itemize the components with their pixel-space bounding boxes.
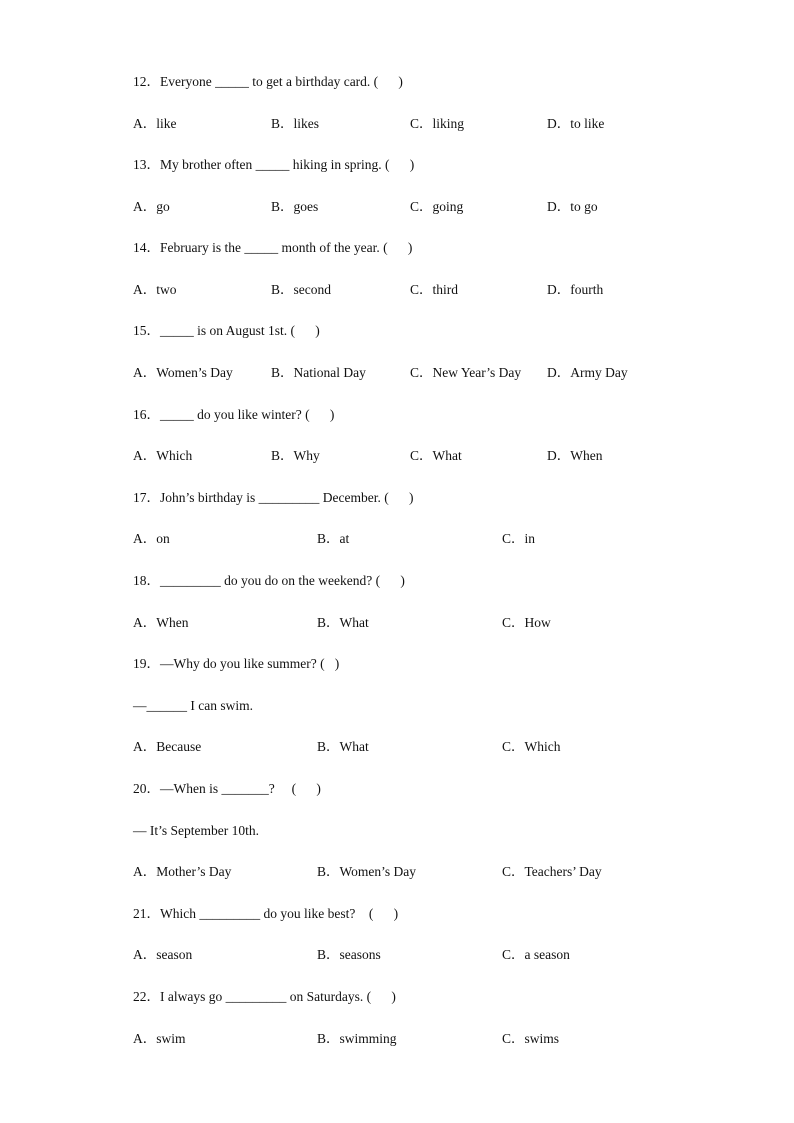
question-stem: Which _________ do you like best? ( ) <box>160 906 399 921</box>
question-number: 22． <box>133 989 160 1004</box>
option-c[interactable]: C．New Year’s Day <box>410 365 522 380</box>
option-a[interactable]: A．go <box>133 199 170 214</box>
option-a[interactable]: A．Because <box>133 739 202 754</box>
question-stem: —Why do you like summer? ( ) <box>160 656 340 671</box>
option-c[interactable]: C．in <box>502 531 536 546</box>
question-stem: My brother often _____ hiking in spring. ( ) <box>160 157 415 172</box>
option-c[interactable]: C．third <box>410 282 459 297</box>
question-stem: _________ do you do on the weekend? ( ) <box>160 573 405 588</box>
option-d[interactable]: D．fourth <box>547 282 604 297</box>
dialogue-reply: — It’s September 10th. <box>133 823 259 838</box>
option-a[interactable]: A．Which <box>133 448 193 463</box>
option-a[interactable]: A．season <box>133 947 193 962</box>
question-stem: I always go _________ on Saturdays. ( ) <box>160 989 396 1004</box>
question-12 <box>133 73 403 91</box>
option-d[interactable]: D．When <box>547 448 603 463</box>
question-22 <box>133 988 396 1006</box>
question-number: 21． <box>133 906 160 921</box>
question-number: 12． <box>133 74 160 89</box>
question-number: 17． <box>133 490 160 505</box>
option-d[interactable]: D．to go <box>547 199 598 214</box>
option-b[interactable]: B．What <box>317 615 369 630</box>
question-number: 19． <box>133 656 160 671</box>
option-a[interactable]: A．on <box>133 531 170 546</box>
question-16 <box>133 406 334 424</box>
question-14 <box>133 239 412 257</box>
option-a[interactable]: A．like <box>133 116 177 131</box>
option-b[interactable]: B．Why <box>271 448 320 463</box>
question-stem: John’s birthday is _________ December. ( ) <box>160 490 414 505</box>
option-d[interactable]: D．Army Day <box>547 365 628 380</box>
option-b[interactable]: B．likes <box>271 116 320 131</box>
question-13 <box>133 156 414 174</box>
option-a[interactable]: A．two <box>133 282 177 297</box>
question-15 <box>133 322 320 340</box>
question-number: 16． <box>133 407 160 422</box>
question-17 <box>133 489 413 507</box>
question-18 <box>133 572 405 590</box>
question-number: 20． <box>133 781 160 796</box>
option-b[interactable]: B．What <box>317 739 369 754</box>
option-b[interactable]: B．seasons <box>317 947 381 962</box>
option-b[interactable]: B．goes <box>271 199 319 214</box>
option-c[interactable]: C．Teachers’ Day <box>502 864 602 879</box>
question-stem: —When is _______? ( ) <box>160 781 321 796</box>
option-c[interactable]: C．liking <box>410 116 465 131</box>
question-number: 18． <box>133 573 160 588</box>
question-stem: _____ do you like winter? ( ) <box>160 407 335 422</box>
question-stem: _____ is on August 1st. ( ) <box>160 323 320 338</box>
option-b[interactable]: B．Women’s Day <box>317 864 417 879</box>
option-b[interactable]: B．swimming <box>317 1031 397 1046</box>
question-number: 13． <box>133 157 160 172</box>
dialogue-reply: —______ I can swim. <box>133 698 253 713</box>
option-c[interactable]: C．going <box>410 199 464 214</box>
option-a[interactable]: A．swim <box>133 1031 186 1046</box>
option-a[interactable]: A．Women’s Day <box>133 365 233 380</box>
option-c[interactable]: C．What <box>410 448 462 463</box>
option-b[interactable]: B．second <box>271 282 331 297</box>
option-a[interactable]: A．Mother’s Day <box>133 864 232 879</box>
option-c[interactable]: C．Which <box>502 739 561 754</box>
question-19 <box>133 655 339 673</box>
option-c[interactable]: C．How <box>502 615 551 630</box>
question-stem: February is the _____ month of the year. ( ) <box>160 240 413 255</box>
option-b[interactable]: B．at <box>317 531 350 546</box>
question-20 <box>133 780 321 798</box>
question-number: 15． <box>133 323 160 338</box>
option-a[interactable]: A．When <box>133 615 189 630</box>
question-number: 14． <box>133 240 160 255</box>
question-stem: Everyone _____ to get a birthday card. ( ) <box>160 74 403 89</box>
option-c[interactable]: C．swims <box>502 1031 560 1046</box>
question-21 <box>133 905 398 923</box>
option-b[interactable]: B．National Day <box>271 365 366 380</box>
option-c[interactable]: C．a season <box>502 947 570 962</box>
option-d[interactable]: D．to like <box>547 116 605 131</box>
